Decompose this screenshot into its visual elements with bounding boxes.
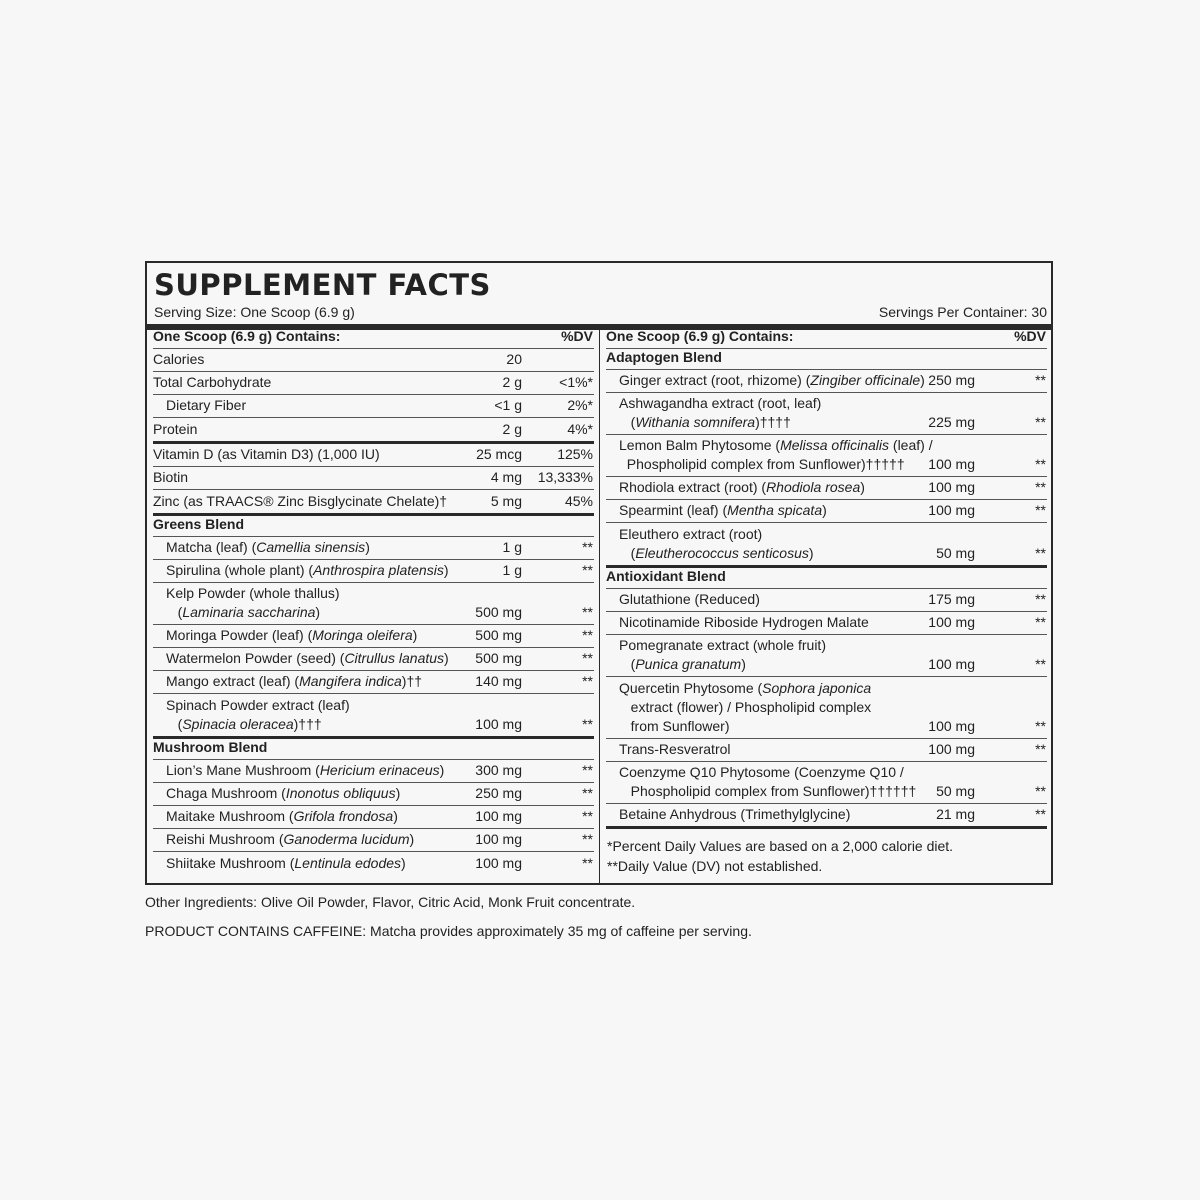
nutrient-amount: 100 mg <box>475 855 522 871</box>
nutrient-daily-value: <1%* <box>559 374 593 390</box>
nutrient-name: Quercetin Phytosome (Sophora japonica extract (flower) / Phospholipid complex from Sunflower) <box>619 680 872 734</box>
right-nutrient-column <box>606 330 1047 829</box>
nutrient-amount: 250 mg <box>475 785 522 801</box>
nutrient-name: Kelp Powder (whole thallus) (Laminaria saccharina) <box>166 585 340 620</box>
column-divider <box>599 330 600 884</box>
nutrient-name: Biotin <box>153 469 189 485</box>
nutrient-row <box>606 370 1047 393</box>
nutrient-amount: 1 g <box>502 562 522 578</box>
nutrient-amount: 500 mg <box>475 627 522 643</box>
nutrient-daily-value: ** <box>1035 456 1046 472</box>
nutrient-row <box>153 372 594 395</box>
nutrient-row <box>606 523 1047 568</box>
nutrient-daily-value: ** <box>1035 741 1046 757</box>
blend-name: Mushroom Blend <box>153 739 268 755</box>
nutrient-amount: 500 mg <box>475 604 522 620</box>
nutrient-daily-value: ** <box>582 650 593 666</box>
nutrient-daily-value: ** <box>1035 591 1046 607</box>
nutrient-daily-value: ** <box>1035 545 1046 561</box>
nutrient-amount: 25 mcg <box>476 446 522 462</box>
nutrient-daily-value: ** <box>582 627 593 643</box>
nutrient-name: Lemon Balm Phytosome (Melissa officinalis (leaf) / Phospholipid complex from Sunflower)††††† <box>619 437 933 472</box>
nutrient-name: Calories <box>153 351 205 367</box>
nutrient-name: Watermelon Powder (seed) (Citrullus lanatus) <box>166 650 449 666</box>
nutrient-amount: 50 mg <box>936 783 975 799</box>
nutrient-amount: 100 mg <box>928 741 975 757</box>
nutrient-amount: 225 mg <box>928 414 975 430</box>
nutrient-daily-value: ** <box>1035 614 1046 630</box>
blend-name: Greens Blend <box>153 516 245 532</box>
left-nutrient-column <box>153 330 594 875</box>
nutrient-name: Spinach Powder extract (leaf) (Spinacia oleracea)††† <box>166 697 350 732</box>
nutrient-daily-value: ** <box>582 831 593 847</box>
nutrient-row <box>153 852 594 875</box>
nutrient-amount: 300 mg <box>475 762 522 778</box>
nutrient-row <box>606 677 1047 739</box>
nutrient-daily-value: 45% <box>564 493 593 509</box>
nutrient-name: Lion’s Mane Mushroom (Hericium erinaceus) <box>166 762 445 778</box>
nutrient-name: Betaine Anhydrous (Trimethylglycine) <box>619 806 851 822</box>
nutrient-row <box>153 418 594 444</box>
nutrient-name: Nicotinamide Riboside Hydrogen Malate <box>619 614 869 630</box>
nutrient-row <box>153 560 594 583</box>
nutrient-daily-value: ** <box>582 604 593 620</box>
nutrient-row <box>153 395 594 418</box>
nutrient-daily-value: 125% <box>557 446 593 462</box>
nutrient-name: Spearmint (leaf) (Mentha spicata) <box>619 502 827 518</box>
nutrient-daily-value: ** <box>1035 479 1046 495</box>
nutrient-row <box>606 804 1047 829</box>
nutrient-daily-value: ** <box>1035 372 1046 388</box>
nutrient-name: Rhodiola extract (root) (Rhodiola rosea) <box>619 479 865 495</box>
nutrient-row <box>153 671 594 694</box>
nutrient-amount: 100 mg <box>928 718 975 734</box>
nutrient-amount: 140 mg <box>475 673 522 689</box>
nutrient-amount: 100 mg <box>928 502 975 518</box>
nutrient-row <box>153 829 594 852</box>
nutrient-name: Chaga Mushroom (Inonotus obliquus) <box>166 785 401 801</box>
nutrient-row <box>153 537 594 560</box>
nutrient-name: Mango extract (leaf) (Mangifera indica)†† <box>166 673 423 689</box>
nutrient-daily-value: ** <box>1035 502 1046 518</box>
nutrient-amount: 500 mg <box>475 650 522 666</box>
nutrient-name: Matcha (leaf) (Camellia sinensis) <box>166 539 370 555</box>
nutrient-name: Reishi Mushroom (Ganoderma lucidum) <box>166 831 415 847</box>
nutrient-row <box>153 444 594 467</box>
nutrient-name: Eleuthero extract (root) (Eleutherococcus senticosus) <box>619 526 814 561</box>
nutrient-daily-value: ** <box>1035 414 1046 430</box>
caffeine-note: PRODUCT CONTAINS CAFFEINE: Matcha provides approximately 35 mg of caffeine per serving. <box>145 923 752 939</box>
nutrient-amount: 5 mg <box>490 493 522 509</box>
nutrient-row <box>606 435 1047 477</box>
nutrient-row <box>153 349 594 372</box>
nutrient-name: Dietary Fiber <box>166 397 247 413</box>
nutrient-daily-value: ** <box>582 762 593 778</box>
blend-section-header <box>606 568 1047 589</box>
nutrient-amount: 1 g <box>502 539 522 555</box>
other-ingredients: Other Ingredients: Olive Oil Powder, Flavor, Citric Acid, Monk Fruit concentrate. <box>145 894 636 910</box>
nutrient-name: Shiitake Mushroom (Lentinula edodes) <box>166 855 406 871</box>
nutrient-daily-value: ** <box>582 855 593 871</box>
nutrient-amount: 2 g <box>502 421 522 437</box>
nutrient-daily-value: ** <box>582 785 593 801</box>
nutrient-name: Protein <box>153 421 198 437</box>
nutrient-amount: 21 mg <box>936 806 975 822</box>
column-header <box>606 330 1047 349</box>
nutrient-daily-value: ** <box>1035 806 1046 822</box>
nutrient-name: Spirulina (whole plant) (Anthrospira platensis) <box>166 562 449 578</box>
nutrient-amount: 100 mg <box>475 808 522 824</box>
servings-per-container: Servings Per Container: 30 <box>878 304 1047 320</box>
nutrient-row <box>606 500 1047 523</box>
blend-section-header <box>153 739 594 760</box>
nutrient-amount: 250 mg <box>928 372 975 388</box>
nutrient-daily-value: ** <box>1035 718 1046 734</box>
column-header-dv: %DV <box>1014 328 1046 344</box>
nutrient-name: Zinc (as TRAACS® Zinc Bisglycinate Chelate)† <box>153 493 448 509</box>
nutrient-name: Ginger extract (root, rhizome) (Zingiber officinale) <box>619 372 925 388</box>
nutrient-amount: 100 mg <box>928 479 975 495</box>
nutrient-amount: 2 g <box>502 374 522 390</box>
nutrient-daily-value: 2%* <box>567 397 593 413</box>
nutrient-daily-value: ** <box>582 562 593 578</box>
nutrient-row <box>606 477 1047 500</box>
nutrient-name: Total Carbohydrate <box>153 374 272 390</box>
nutrient-daily-value: ** <box>582 808 593 824</box>
nutrient-row <box>153 467 594 490</box>
nutrient-daily-value: ** <box>582 716 593 732</box>
nutrient-row <box>153 806 594 829</box>
nutrient-amount: 100 mg <box>928 614 975 630</box>
nutrient-row <box>606 589 1047 612</box>
nutrient-name: Pomegranate extract (whole fruit) (Punica granatum) <box>619 637 826 672</box>
nutrient-row <box>153 625 594 648</box>
nutrient-row <box>606 612 1047 635</box>
footnote-percent-dv: *Percent Daily Values are based on a 2,000 calorie diet. <box>607 838 954 854</box>
nutrient-row <box>153 760 594 783</box>
nutrient-daily-value: ** <box>582 539 593 555</box>
nutrient-amount: 20 <box>506 351 522 367</box>
column-header-label: One Scoop (6.9 g) Contains: <box>153 328 341 344</box>
nutrient-name: Moringa Powder (leaf) (Moringa oleifera) <box>166 627 418 643</box>
nutrient-name: Glutathione (Reduced) <box>619 591 760 607</box>
nutrient-name: Vitamin D (as Vitamin D3) (1,000 IU) <box>153 446 380 462</box>
nutrient-row <box>606 762 1047 804</box>
nutrient-row <box>153 648 594 671</box>
column-header-dv: %DV <box>561 328 593 344</box>
nutrient-amount: 100 mg <box>475 831 522 847</box>
nutrient-row <box>606 739 1047 762</box>
nutrient-daily-value: 13,333% <box>537 469 593 485</box>
panel-title: SUPPLEMENT FACTS <box>154 268 491 302</box>
nutrient-amount: <1 g <box>494 397 522 413</box>
nutrient-daily-value: 4%* <box>567 421 593 437</box>
nutrient-row <box>606 393 1047 435</box>
nutrient-name: Maitake Mushroom (Grifola frondosa) <box>166 808 398 824</box>
blend-section-header <box>153 516 594 537</box>
nutrient-name: Trans-Resveratrol <box>619 741 731 757</box>
nutrient-amount: 4 mg <box>490 469 522 485</box>
nutrient-row <box>153 490 594 516</box>
blend-name: Adaptogen Blend <box>606 349 722 365</box>
nutrient-name: Coenzyme Q10 Phytosome (Coenzyme Q10 / Phospholipid complex from Sunflower)†††††† <box>619 764 917 799</box>
column-header <box>153 330 594 349</box>
nutrient-row <box>153 783 594 806</box>
nutrient-daily-value: ** <box>1035 656 1046 672</box>
nutrient-row <box>153 583 594 625</box>
nutrient-daily-value: ** <box>1035 783 1046 799</box>
nutrient-amount: 100 mg <box>928 456 975 472</box>
nutrient-row <box>606 635 1047 677</box>
footnote-dv-not-established: **Daily Value (DV) not established. <box>607 858 823 874</box>
blend-section-header <box>606 349 1047 370</box>
column-header-label: One Scoop (6.9 g) Contains: <box>606 328 794 344</box>
nutrient-row <box>153 694 594 739</box>
nutrient-daily-value: ** <box>582 673 593 689</box>
nutrient-amount: 50 mg <box>936 545 975 561</box>
serving-size: Serving Size: One Scoop (6.9 g) <box>154 304 355 320</box>
nutrient-name: Ashwagandha extract (root, leaf) (Withania somnifera)†††† <box>619 395 822 430</box>
nutrient-amount: 100 mg <box>928 656 975 672</box>
nutrient-amount: 175 mg <box>928 591 975 607</box>
nutrient-amount: 100 mg <box>475 716 522 732</box>
blend-name: Antioxidant Blend <box>606 568 726 584</box>
